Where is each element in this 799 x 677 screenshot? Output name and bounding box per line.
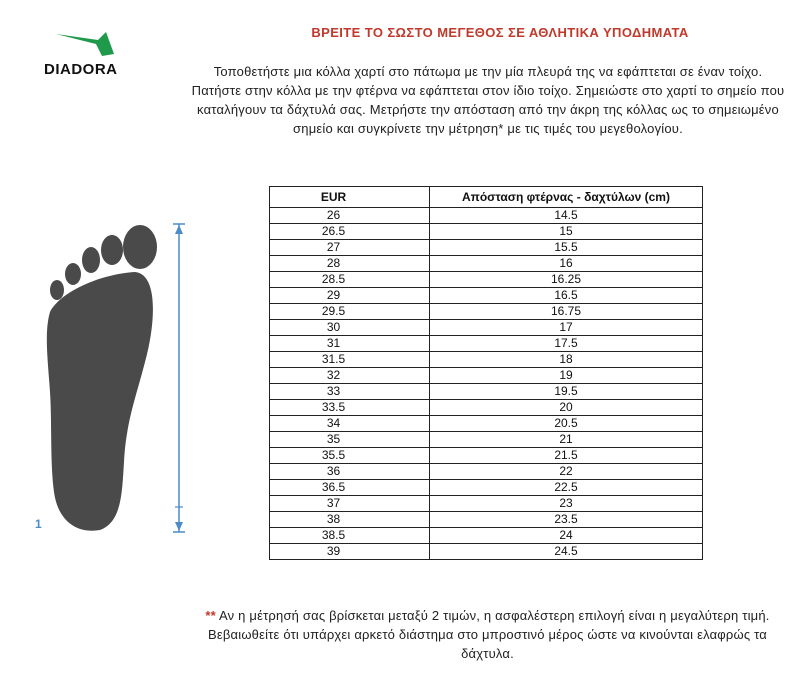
table-row [270,544,703,560]
table-row [270,352,703,368]
cm-length-cell: 23 [430,496,703,512]
table-row [270,304,703,320]
ruler-label: 1 [35,517,42,531]
table-row [270,432,703,448]
measurement-ruler [171,222,187,534]
table-row [270,416,703,432]
table-row [270,224,703,240]
size-table-body [270,208,703,560]
eur-size-cell: 35.5 [270,448,430,464]
table-row [270,208,703,224]
table-row [270,288,703,304]
cm-length-cell: 20 [430,400,703,416]
table-row [270,448,703,464]
eur-size-cell: 28 [270,256,430,272]
table-row [270,272,703,288]
cm-length-cell: 24.5 [430,544,703,560]
cm-length-cell: 21.5 [430,448,703,464]
table-row [270,496,703,512]
eur-size-cell: 39 [270,544,430,560]
table-row [270,480,703,496]
table-row [270,240,703,256]
cm-length-cell: 16 [430,256,703,272]
eur-size-cell: 27 [270,240,430,256]
cm-length-cell: 21 [430,432,703,448]
cm-length-cell: 17 [430,320,703,336]
eur-size-cell: 29.5 [270,304,430,320]
size-chart-table [269,186,703,560]
table-row [270,368,703,384]
eur-size-cell: 29 [270,288,430,304]
cm-length-cell: 15.5 [430,240,703,256]
diadora-logo-icon [54,30,134,62]
table-header-row [270,187,703,208]
cm-length-cell: 22.5 [430,480,703,496]
table-row [270,256,703,272]
cm-length-cell: 19 [430,368,703,384]
eur-size-cell: 28.5 [270,272,430,288]
brand-name: DIADORA [44,61,118,78]
eur-size-cell: 36.5 [270,480,430,496]
cm-length-cell: 24 [430,528,703,544]
foot-outline-icon [40,222,160,538]
footnote [200,606,775,663]
diadora-logo [44,30,148,80]
eur-size-cell: 32 [270,368,430,384]
cm-length-cell: 20.5 [430,416,703,432]
eur-size-cell: 37 [270,496,430,512]
cm-length-cell: 19.5 [430,384,703,400]
eur-size-cell: 34 [270,416,430,432]
table-row [270,528,703,544]
cm-length-cell: 16.25 [430,272,703,288]
table-row [270,384,703,400]
table-row [270,336,703,352]
eur-size-cell: 31 [270,336,430,352]
cm-length-cell: 18 [430,352,703,368]
table-row [270,512,703,528]
table-row [270,464,703,480]
page-title: ΒΡΕΙΤΕ ΤΟ ΣΩΣΤΟ ΜΕΓΕΘΟΣ ΣΕ ΑΘΛΗΤΙΚΑ ΥΠΟΔΗΜΑΤΑ [311,25,689,40]
eur-size-cell: 30 [270,320,430,336]
eur-size-cell: 38 [270,512,430,528]
footnote-text: Αν η μέτρησή σας βρίσκεται μεταξύ 2 τιμών, η ασφαλέστερη επιλογή είναι η μεγαλύτερη τιμή. Βεβαιωθείτε ότι υπάρχει αρκετό διάστημα στο μπροστινό μέρος ώστε να κινούνται ελαφρώς τα δάχτυλα. [207,608,770,661]
eur-size-cell: 31.5 [270,352,430,368]
table-row [270,320,703,336]
cm-length-cell: 17.5 [430,336,703,352]
eur-size-cell: 26.5 [270,224,430,240]
header-eur: EUR [270,187,430,208]
instructions-text: Τοποθετήστε μια κόλλα χαρτί στο πάτωμα με την μία πλευρά της να εφάπτεται σε έναν τοίχο. Πατήστε στην κόλλα με την φτέρνα να εφάπτεται στον ίδιο τοίχο. Σημειώστε στο χαρτί το σημείο που καταλήγουν τα δάχτυλά σας. Μετρήστε την απόσταση από την άκρη της κόλλας ως το σημειωμένο σημείο και συγκρίνετε την μέτρηση* με τις τιμές του μεγεθολογίου. [191,64,785,136]
cm-length-cell: 23.5 [430,512,703,528]
eur-size-cell: 33 [270,384,430,400]
eur-size-cell: 26 [270,208,430,224]
cm-length-cell: 15 [430,224,703,240]
cm-length-cell: 16.75 [430,304,703,320]
eur-size-cell: 38.5 [270,528,430,544]
eur-size-cell: 35 [270,432,430,448]
table-row [270,400,703,416]
cm-length-cell: 22 [430,464,703,480]
cm-length-cell: 14.5 [430,208,703,224]
header-cm: Απόσταση φτέρνας - δαχτύλων (cm) [430,187,703,208]
cm-length-cell: 16.5 [430,288,703,304]
eur-size-cell: 33.5 [270,400,430,416]
footnote-stars: ** [205,608,216,623]
eur-size-cell: 36 [270,464,430,480]
